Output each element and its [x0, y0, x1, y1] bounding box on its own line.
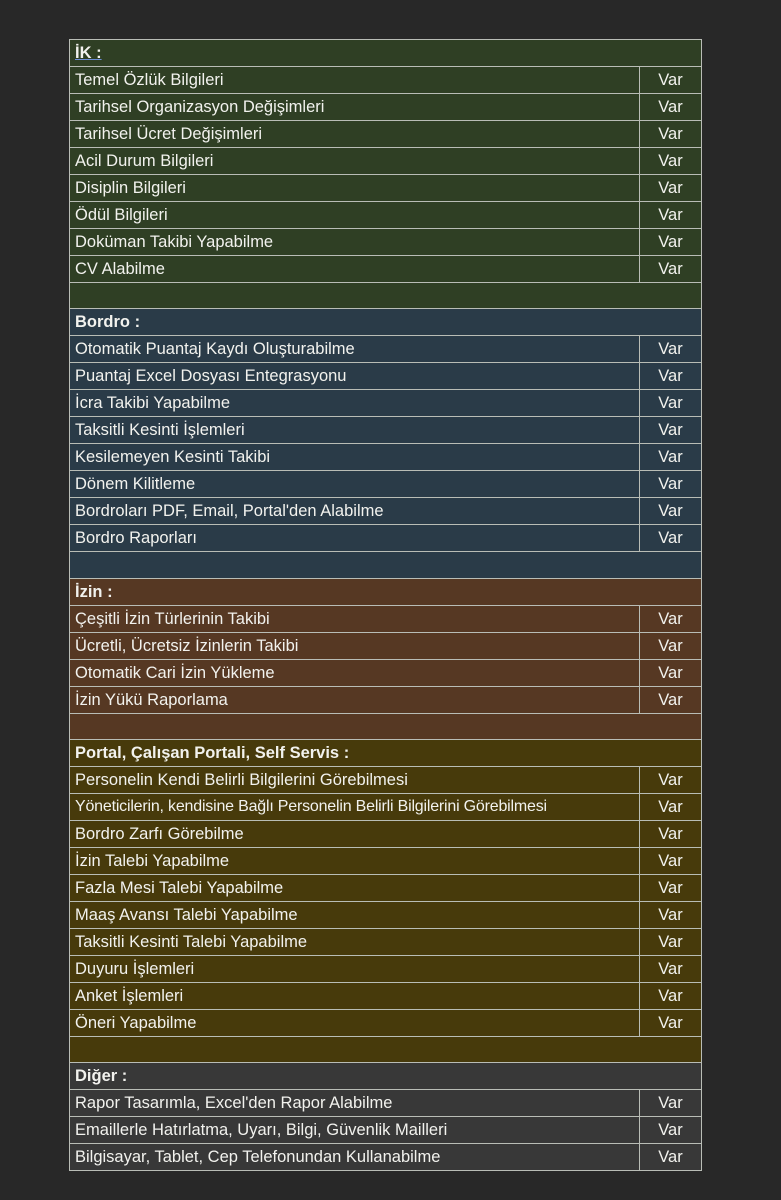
feature-label: Ödül Bilgileri — [70, 202, 640, 229]
feature-value: Var — [640, 928, 702, 955]
feature-label: Tarihsel Ücret Değişimleri — [70, 121, 640, 148]
table-row — [70, 1117, 702, 1144]
feature-value: Var — [640, 1009, 702, 1036]
table-row — [70, 121, 702, 148]
feature-value: Var — [640, 67, 702, 94]
feature-value: Var — [640, 766, 702, 793]
table-row — [70, 1009, 702, 1036]
table-row — [70, 659, 702, 686]
table-row — [70, 1090, 702, 1117]
table-row — [70, 390, 702, 417]
section-diger — [70, 1063, 702, 1171]
table-row — [70, 901, 702, 928]
feature-label: Çeşitli İzin Türlerinin Takibi — [70, 605, 640, 632]
feature-label: Tarihsel Organizasyon Değişimleri — [70, 94, 640, 121]
feature-label: Taksitli Kesinti İşlemleri — [70, 417, 640, 444]
feature-label: İcra Takibi Yapabilme — [70, 390, 640, 417]
feature-value: Var — [640, 1090, 702, 1117]
feature-value: Var — [640, 686, 702, 713]
feature-value: Var — [640, 659, 702, 686]
table-row — [70, 874, 702, 901]
feature-label: Disiplin Bilgileri — [70, 175, 640, 202]
feature-value: Var — [640, 256, 702, 283]
table-row — [70, 982, 702, 1009]
spacer-row — [70, 713, 702, 739]
feature-value: Var — [640, 417, 702, 444]
table-row — [70, 67, 702, 94]
feature-value: Var — [640, 874, 702, 901]
feature-value: Var — [640, 498, 702, 525]
table-row — [70, 793, 702, 820]
feature-label: Personelin Kendi Belirli Bilgilerini Görebilmesi — [70, 766, 640, 793]
feature-label: Yöneticilerin, kendisine Bağlı Personelin Belirli Bilgilerini Görebilmesi — [70, 793, 640, 820]
table-row — [70, 605, 702, 632]
feature-label: Dönem Kilitleme — [70, 471, 640, 498]
feature-label: Otomatik Cari İzin Yükleme — [70, 659, 640, 686]
feature-value: Var — [640, 1117, 702, 1144]
table-row — [70, 766, 702, 793]
table-row — [70, 686, 702, 713]
feature-label: Bordro Zarfı Görebilme — [70, 820, 640, 847]
table-row — [70, 525, 702, 552]
spacer-row — [70, 552, 702, 578]
feature-value: Var — [640, 229, 702, 256]
section-izin — [70, 578, 702, 739]
section-title: İzin : — [70, 578, 702, 605]
feature-label: Bilgisayar, Tablet, Cep Telefonundan Kullanabilme — [70, 1144, 640, 1171]
feature-value: Var — [640, 471, 702, 498]
feature-value: Var — [640, 202, 702, 229]
table-row — [70, 175, 702, 202]
feature-value: Var — [640, 148, 702, 175]
feature-label: Doküman Takibi Yapabilme — [70, 229, 640, 256]
table-row — [70, 202, 702, 229]
feature-value: Var — [640, 175, 702, 202]
feature-value: Var — [640, 525, 702, 552]
feature-value: Var — [640, 847, 702, 874]
section-title: İK : — [70, 40, 702, 67]
feature-label: İzin Yükü Raporlama — [70, 686, 640, 713]
feature-label: Bordro Raporları — [70, 525, 640, 552]
feature-value: Var — [640, 121, 702, 148]
feature-table-container — [69, 39, 701, 1171]
feature-value: Var — [640, 793, 702, 820]
spacer-row — [70, 1036, 702, 1062]
table-row — [70, 417, 702, 444]
feature-label: Puantaj Excel Dosyası Entegrasyonu — [70, 363, 640, 390]
table-row — [70, 256, 702, 283]
feature-value: Var — [640, 363, 702, 390]
feature-label: Anket İşlemleri — [70, 982, 640, 1009]
table-row — [70, 336, 702, 363]
table-row — [70, 148, 702, 175]
table-row — [70, 363, 702, 390]
table-row — [70, 928, 702, 955]
feature-label: İzin Talebi Yapabilme — [70, 847, 640, 874]
feature-label: Acil Durum Bilgileri — [70, 148, 640, 175]
feature-table — [69, 39, 702, 1171]
table-row — [70, 847, 702, 874]
table-row — [70, 632, 702, 659]
feature-value: Var — [640, 955, 702, 982]
feature-label: Kesilemeyen Kesinti Takibi — [70, 444, 640, 471]
section-title: Portal, Çalışan Portali, Self Servis : — [70, 739, 702, 766]
feature-label: Rapor Tasarımla, Excel'den Rapor Alabilme — [70, 1090, 640, 1117]
feature-value: Var — [640, 632, 702, 659]
section-bordro — [70, 309, 702, 578]
feature-label: Ücretli, Ücretsiz İzinlerin Takibi — [70, 632, 640, 659]
feature-value: Var — [640, 94, 702, 121]
feature-value: Var — [640, 1144, 702, 1171]
feature-label: Maaş Avansı Talebi Yapabilme — [70, 901, 640, 928]
feature-value: Var — [640, 336, 702, 363]
feature-value: Var — [640, 820, 702, 847]
table-row — [70, 955, 702, 982]
feature-label: Taksitli Kesinti Talebi Yapabilme — [70, 928, 640, 955]
section-title: Diğer : — [70, 1063, 702, 1090]
feature-label: Emaillerle Hatırlatma, Uyarı, Bilgi, Güvenlik Mailleri — [70, 1117, 640, 1144]
table-row — [70, 498, 702, 525]
feature-label: Öneri Yapabilme — [70, 1009, 640, 1036]
spacer-row — [70, 283, 702, 309]
table-row — [70, 471, 702, 498]
feature-value: Var — [640, 982, 702, 1009]
table-row — [70, 444, 702, 471]
table-row — [70, 94, 702, 121]
feature-value: Var — [640, 605, 702, 632]
table-row — [70, 1144, 702, 1171]
feature-label: Fazla Mesi Talebi Yapabilme — [70, 874, 640, 901]
section-title: Bordro : — [70, 309, 702, 336]
section-ik — [70, 40, 702, 309]
feature-label: Temel Özlük Bilgileri — [70, 67, 640, 94]
feature-label: Otomatik Puantaj Kaydı Oluşturabilme — [70, 336, 640, 363]
feature-value: Var — [640, 901, 702, 928]
feature-label: CV Alabilme — [70, 256, 640, 283]
table-row — [70, 229, 702, 256]
section-portal — [70, 739, 702, 1062]
feature-label: Duyuru İşlemleri — [70, 955, 640, 982]
table-row — [70, 820, 702, 847]
feature-value: Var — [640, 444, 702, 471]
feature-label: Bordroları PDF, Email, Portal'den Alabilme — [70, 498, 640, 525]
feature-value: Var — [640, 390, 702, 417]
